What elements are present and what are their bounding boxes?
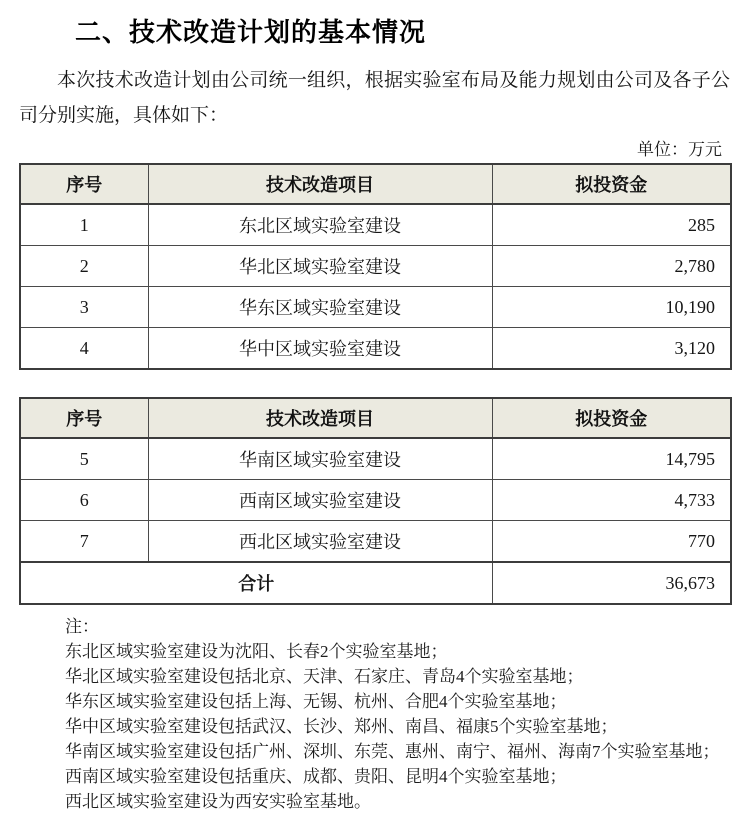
cell-project: 东北区域实验室建设 — [148, 204, 492, 246]
cell-amount: 3,120 — [492, 328, 731, 370]
cell-no: 3 — [20, 287, 148, 328]
total-label: 合计 — [20, 562, 492, 604]
cell-no: 2 — [20, 246, 148, 287]
cell-amount: 10,190 — [492, 287, 731, 328]
unit-label: 单位：万元 — [637, 140, 722, 159]
cell-no: 7 — [20, 521, 148, 563]
cell-amount: 4,733 — [492, 480, 731, 521]
table-row — [20, 521, 731, 563]
projects-table-1 — [19, 163, 732, 370]
total-row — [20, 562, 731, 604]
note-line: 东北区域实验室建设为沈阳、长春2个实验室基地； — [65, 642, 448, 661]
cell-project: 华东区域实验室建设 — [148, 287, 492, 328]
cell-amount: 14,795 — [492, 438, 731, 480]
cell-no: 4 — [20, 328, 148, 370]
intro-paragraph: 本次技术改造计划由公司统一组织，根据实验室布局及能力规划由公司及各子公司分别实施，具体如下： — [19, 70, 730, 126]
table-row — [20, 287, 731, 328]
column-header-amount: 拟投资金 — [492, 398, 731, 438]
table-row — [20, 438, 731, 480]
cell-no: 1 — [20, 204, 148, 246]
note-line: 华北区域实验室建设包括北京、天津、石家庄、青岛4个实验室基地； — [65, 667, 584, 686]
table-header-row — [20, 164, 731, 204]
cell-amount: 285 — [492, 204, 731, 246]
cell-project: 华南区域实验室建设 — [148, 438, 492, 480]
total-amount: 36,673 — [492, 562, 731, 604]
table-header-row — [20, 398, 731, 438]
page-title: 二、技术改造计划的基本情况 — [75, 17, 427, 47]
cell-amount: 2,780 — [492, 246, 731, 287]
cell-project: 西南区域实验室建设 — [148, 480, 492, 521]
column-header-no: 序号 — [20, 164, 148, 204]
column-header-amount: 拟投资金 — [492, 164, 731, 204]
table-row — [20, 246, 731, 287]
projects-table-2 — [19, 397, 732, 605]
cell-project: 华中区域实验室建设 — [148, 328, 492, 370]
cell-amount: 770 — [492, 521, 731, 563]
column-header-project: 技术改造项目 — [148, 398, 492, 438]
table-row — [20, 480, 731, 521]
note-line: 华中区域实验室建设包括武汉、长沙、郑州、南昌、福康5个实验室基地； — [65, 717, 618, 736]
column-header-project: 技术改造项目 — [148, 164, 492, 204]
cell-project: 西北区域实验室建设 — [148, 521, 492, 563]
cell-project: 华北区域实验室建设 — [148, 246, 492, 287]
table-row — [20, 204, 731, 246]
note-line: 西南区域实验室建设包括重庆、成都、贵阳、昆明4个实验室基地； — [65, 767, 567, 786]
cell-no: 6 — [20, 480, 148, 521]
table-row — [20, 328, 731, 370]
note-line: 华南区域实验室建设包括广州、深圳、东莞、惠州、南宁、福州、海南7个实验室基地； — [65, 742, 720, 761]
note-line: 华东区域实验室建设包括上海、无锡、杭州、合肥4个实验室基地； — [65, 692, 567, 711]
notes-block — [65, 614, 730, 814]
note-line: 西北区域实验室建设为西安实验室基地。 — [65, 792, 371, 811]
cell-no: 5 — [20, 438, 148, 480]
notes-label: 注： — [65, 617, 99, 636]
column-header-no: 序号 — [20, 398, 148, 438]
document-page — [0, 12, 749, 813]
